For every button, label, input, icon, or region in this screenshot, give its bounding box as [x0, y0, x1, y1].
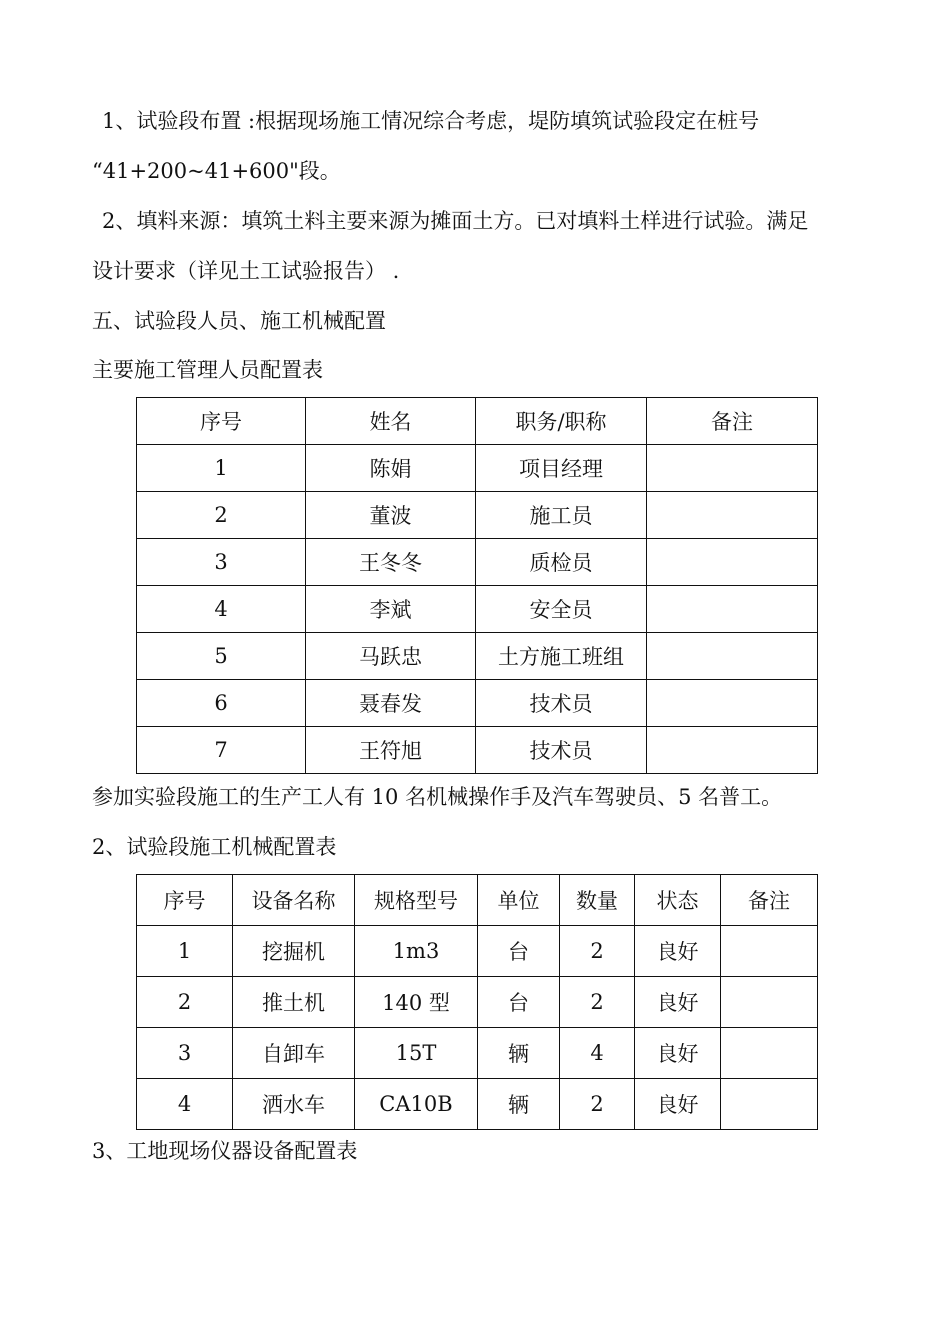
- table-cell: 挖掘机: [233, 926, 355, 977]
- table-cell: 李斌: [306, 586, 476, 633]
- column-header: 备注: [721, 875, 818, 926]
- table-row: [137, 977, 818, 1028]
- column-header: 状态: [635, 875, 721, 926]
- table-row: [137, 1079, 818, 1130]
- para-2-line-1: 2、填料来源：填筑土料主要来源为摊面土方。已对填料土样进行试验。满足: [102, 209, 809, 233]
- table-cell: CA10B: [355, 1079, 478, 1130]
- table-cell: 台: [478, 977, 560, 1028]
- table-cell: [647, 445, 818, 492]
- machinery-table: [136, 874, 818, 1130]
- table-cell: 王符旭: [306, 727, 476, 774]
- workers-note: 参加实验段施工的生产工人有 10 名机械操作手及汽车驾驶员、5 名普工。: [92, 785, 783, 809]
- table-cell: 项目经理: [476, 445, 647, 492]
- table-cell: 4: [137, 1079, 233, 1130]
- table-cell: 马跃忠: [306, 633, 476, 680]
- table-row: [137, 680, 818, 727]
- table-cell: 良好: [635, 1079, 721, 1130]
- para-2-line-2: 设计要求（详见土工试验报告） .: [92, 259, 400, 283]
- table-cell: 聂春发: [306, 680, 476, 727]
- table-cell: 技术员: [476, 727, 647, 774]
- table-row: [137, 727, 818, 774]
- table-row: [137, 633, 818, 680]
- table-cell: 140 型: [355, 977, 478, 1028]
- table-cell: 2: [137, 492, 306, 539]
- table-cell: [721, 1028, 818, 1079]
- table-cell: [647, 727, 818, 774]
- personnel-table: [136, 397, 818, 774]
- table-cell: 7: [137, 727, 306, 774]
- column-header: 设备名称: [233, 875, 355, 926]
- table-cell: 辆: [478, 1028, 560, 1079]
- table-cell: 2: [560, 926, 635, 977]
- table-row: [137, 926, 818, 977]
- table-cell: 1: [137, 445, 306, 492]
- para-1-line-2: “41+200~41+600"段。: [92, 159, 341, 183]
- table-header-row: [137, 398, 818, 445]
- table-cell: 董波: [306, 492, 476, 539]
- section-5-heading: 五、试验段人员、施工机械配置: [92, 309, 386, 333]
- table-cell: 技术员: [476, 680, 647, 727]
- para-1-line-1: 1、试验段布置 :根据现场施工情况综合考虑，堤防填筑试验段定在桩号: [102, 109, 760, 133]
- table-cell: 良好: [635, 926, 721, 977]
- table-cell: 质检员: [476, 539, 647, 586]
- column-header: 序号: [137, 398, 306, 445]
- table-cell: 5: [137, 633, 306, 680]
- table-cell: [647, 539, 818, 586]
- table-cell: 6: [137, 680, 306, 727]
- column-header: 序号: [137, 875, 233, 926]
- table-cell: 15T: [355, 1028, 478, 1079]
- personnel-table-title: 主要施工管理人员配置表: [92, 358, 323, 382]
- column-header: 规格型号: [355, 875, 478, 926]
- table-cell: 1m3: [355, 926, 478, 977]
- table-cell: [721, 1079, 818, 1130]
- personnel-table-body: [137, 398, 818, 774]
- column-header: 数量: [560, 875, 635, 926]
- table-cell: 洒水车: [233, 1079, 355, 1130]
- table-cell: 王冬冬: [306, 539, 476, 586]
- table-header-row: [137, 875, 818, 926]
- table-cell: 良好: [635, 1028, 721, 1079]
- column-header: 备注: [647, 398, 818, 445]
- table-row: [137, 539, 818, 586]
- table-cell: 辆: [478, 1079, 560, 1130]
- column-header: 单位: [478, 875, 560, 926]
- table-cell: [721, 926, 818, 977]
- table-cell: [721, 977, 818, 1028]
- table-cell: 4: [137, 586, 306, 633]
- machinery-table-title: 2、试验段施工机械配置表: [92, 835, 337, 859]
- table-cell: 3: [137, 539, 306, 586]
- table-cell: 2: [560, 1079, 635, 1130]
- table-cell: 良好: [635, 977, 721, 1028]
- instrument-table-title: 3、工地现场仪器设备配置表: [92, 1139, 358, 1163]
- table-cell: 4: [560, 1028, 635, 1079]
- table-cell: 安全员: [476, 586, 647, 633]
- machinery-table-body: [137, 875, 818, 1130]
- table-cell: 陈娟: [306, 445, 476, 492]
- table-cell: [647, 586, 818, 633]
- table-cell: 1: [137, 926, 233, 977]
- column-header: 姓名: [306, 398, 476, 445]
- table-cell: 3: [137, 1028, 233, 1079]
- column-header: 职务/职称: [476, 398, 647, 445]
- table-cell: [647, 492, 818, 539]
- table-cell: 自卸车: [233, 1028, 355, 1079]
- table-cell: 土方施工班组: [476, 633, 647, 680]
- table-row: [137, 1028, 818, 1079]
- table-row: [137, 445, 818, 492]
- table-cell: 2: [137, 977, 233, 1028]
- table-cell: 2: [560, 977, 635, 1028]
- table-cell: 施工员: [476, 492, 647, 539]
- table-row: [137, 586, 818, 633]
- table-cell: [647, 633, 818, 680]
- table-row: [137, 492, 818, 539]
- table-cell: 台: [478, 926, 560, 977]
- table-cell: 推土机: [233, 977, 355, 1028]
- table-cell: [647, 680, 818, 727]
